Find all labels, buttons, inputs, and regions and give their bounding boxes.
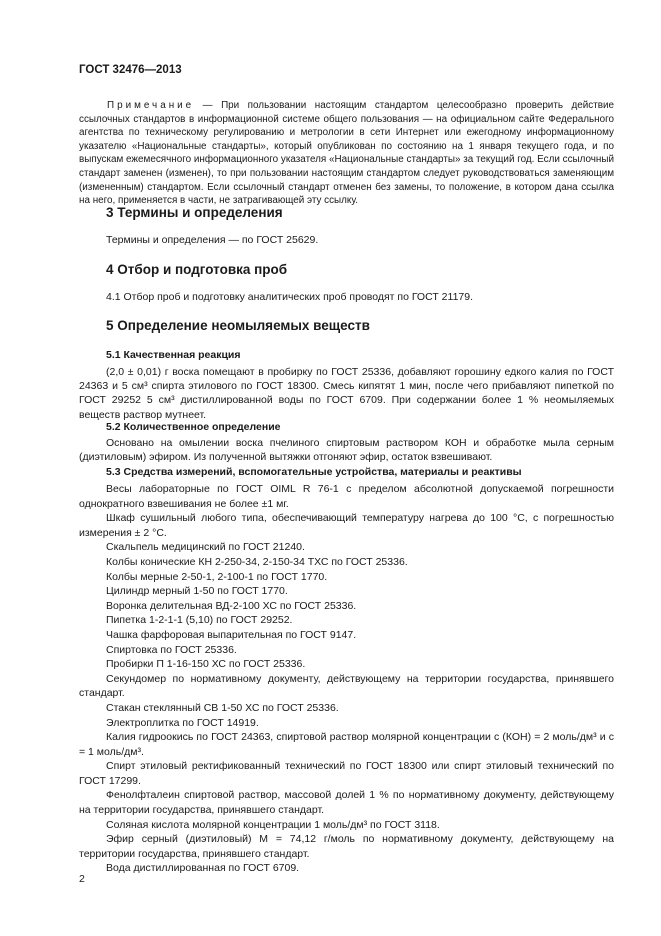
list-item: Пробирки П 1-16-150 ХС по ГОСТ 25336. [106, 658, 306, 671]
section-4-1-text: 4.1 Отбор проб и подготовку аналитических проб проводят по ГОСТ 21179. [106, 291, 474, 303]
note-paragraph [79, 99, 614, 208]
note-label: Примечание [107, 100, 195, 111]
list-item: Калия гидроокись по ГОСТ 24363, спиртовой раствор молярной концентрации с (КОН) = 2 моль/дм³ и с = 1 моль/дм³. [79, 731, 614, 758]
section-5-1-heading: 5.1 Качественная реакция [106, 349, 241, 361]
section-5-3-list [79, 482, 614, 876]
list-item: Вода дистиллированная по ГОСТ 6709. [106, 862, 300, 875]
section-3-text: Термины и определения — по ГОСТ 25629. [106, 234, 319, 246]
list-item: Секундомер по нормативному документу, действующему на территории государства, принявшего стандарт. [79, 672, 614, 700]
list-item: Колбы конические КН 2-250-34, 2-150-34 ТХС по ГОСТ 25336. [106, 555, 408, 568]
page-number: 2 [79, 873, 85, 885]
list-item: Спиртовка по ГОСТ 25336. [106, 643, 237, 656]
list-item: Электроплитка по ГОСТ 14919. [106, 716, 259, 729]
section-5-3-heading: 5.3 Средства измерений, вспомогательные устройства, материалы и реактивы [106, 466, 522, 478]
section-5-2-heading: 5.2 Количественное определение [106, 421, 281, 433]
document-header: ГОСТ 32476—2013 [79, 64, 182, 76]
list-item: Весы лабораторные по ГОСТ OIML R 76-1 с пределом абсолютной допускаемой погрешности однократного взвешивания не более ±1 мг. [79, 483, 614, 510]
list-item: Чашка фарфоровая выпарительная по ГОСТ 9147. [106, 628, 357, 641]
list-item: Спирт этиловый ректификованный технический по ГОСТ 18300 или спирт этиловый технический по ГОСТ 17299. [79, 760, 614, 787]
section-5-heading: 5 Определение неомыляемых веществ [106, 318, 370, 333]
list-item: Соляная кислота молярной концентрации 1 моль/дм³ по ГОСТ 3118. [106, 818, 440, 831]
section-5-1-text: (2,0 ± 0,01) г воска помещают в пробирку по ГОСТ 25336, добавляют горошину едкого калия по ГОСТ 24363 и 5 см³ спирта этилового по ГОСТ 18300. Смесь кипятят 1 мин, после чего прибавляют пипеткой по ГОСТ 29252 5 см³ дистиллированной воды по ГОСТ 6709. При содержании более 1 % неомыляемых веществ раствор мутнеет. [79, 366, 614, 421]
list-item: Колбы мерные 2-50-1, 2-100-1 по ГОСТ 1770. [106, 570, 328, 583]
section-3-heading: 3 Термины и определения [106, 205, 283, 220]
list-item: Цилиндр мерный 1-50 по ГОСТ 1770. [106, 585, 288, 598]
section-4-heading: 4 Отбор и подготовка проб [106, 262, 288, 277]
list-item: Шкаф сушильный любого типа, обеспечивающий температуру нагрева до 100 °С, с погрешностью измерения ± 2 °С. [79, 512, 614, 539]
section-5-2-text: Основано на омылении воска пчелиного спиртовым раствором КОН и обработке мыла серным (диэтиловым) эфиром. Из полученной вытяжки отгоняют эфир, остаток взвешивают. [79, 437, 614, 464]
list-item: Стакан стеклянный СВ 1-50 ХС по ГОСТ 25336. [106, 701, 339, 714]
list-item: Воронка делительная ВД-2-100 ХС по ГОСТ 25336. [106, 599, 357, 612]
list-item: Эфир серный (диэтиловый) М = 74,12 г/моль по нормативному документу, действующему на территории государства, принявшего стандарт. [79, 833, 614, 860]
note-text: — При пользовании настоящим стандартом целесообразно проверить действие ссылочных стандартов в информационной системе общего пользования — на официальном сайте Федерального агентства по техническому регулированию и метрологии в сети Интернет или ежегодному информационному указателю «Национальные стандарты», который опубликован по состоянию на 1 января текущего года, и по выпускам ежемесячного информационного указателя «Национальные стандарты» за текущий год. Если ссылочный стандарт заменен (изменен), то при пользовании настоящим стандартом следует руководствоваться заменяющим (измененным) стандартом. Если ссылочный стандарт отменен без замены, то положение, в котором дана ссылка на него, применяется в части, не затрагивающей эту ссылку. [79, 100, 614, 207]
list-item: Фенолфталеин спиртовой раствор, массовой долей 1 % по нормативному документу, действующему на территории государства, принявшего стандарт. [79, 789, 614, 817]
list-item: Пипетка 1-2-1-1 (5,10) по ГОСТ 29252. [106, 614, 293, 627]
list-item: Скальпель медицинский по ГОСТ 21240. [106, 541, 305, 554]
